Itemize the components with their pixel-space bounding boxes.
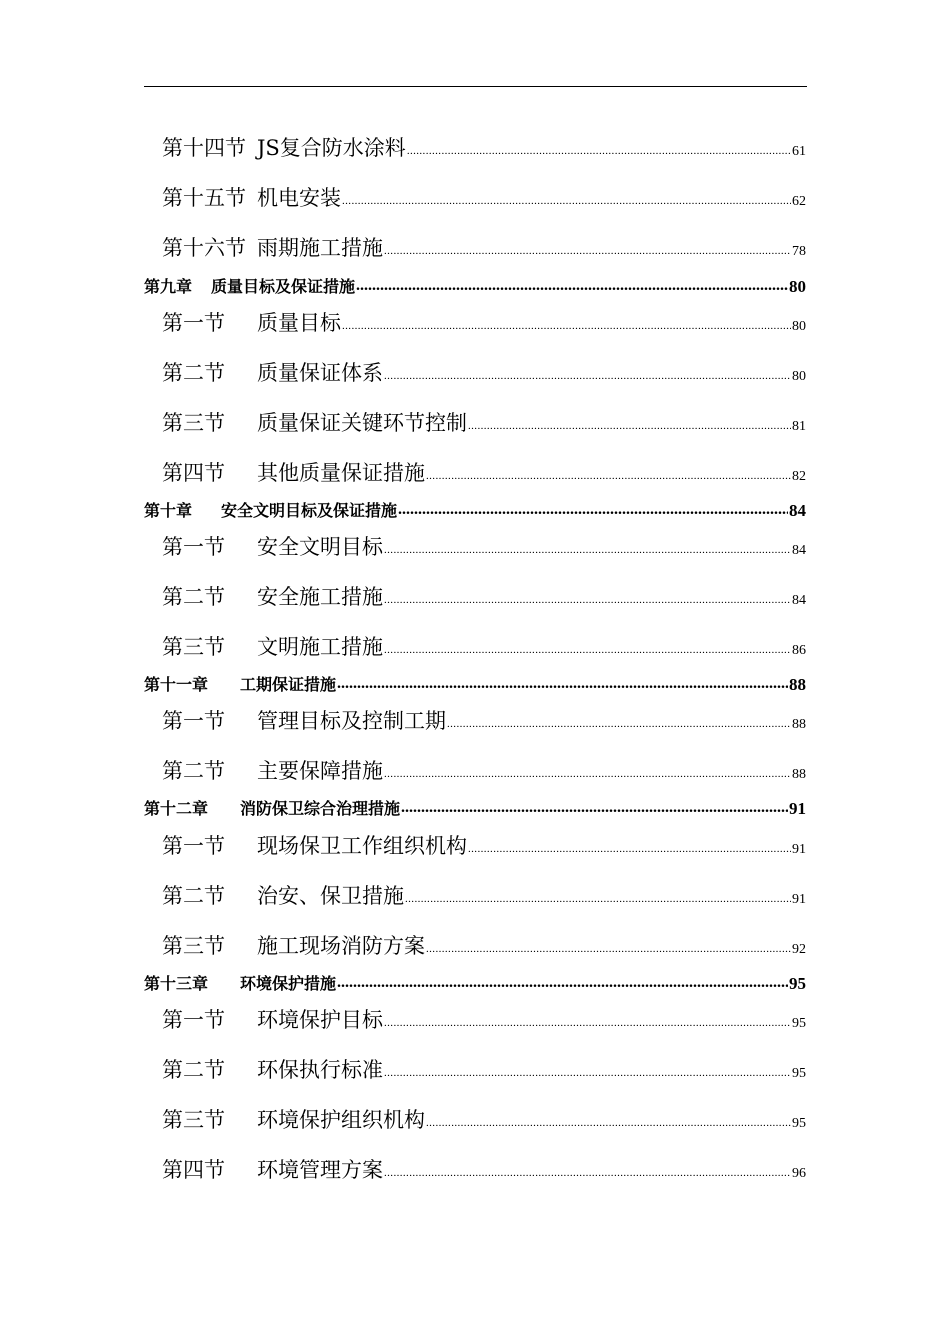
toc-entry-number: 第一节 <box>162 834 225 858</box>
toc-entry-number: 第二节 <box>162 884 225 908</box>
toc-chapter-page: 95 <box>789 974 806 993</box>
toc-entry-page: 84 <box>792 543 806 558</box>
toc-entry[interactable] <box>144 234 806 262</box>
toc-chapter-title: 安全文明目标及保证措施 <box>221 501 398 520</box>
toc-entry[interactable] <box>144 359 806 387</box>
toc-entry-title: JS复合防水涂料 <box>257 136 406 160</box>
toc-entry[interactable] <box>144 1156 806 1184</box>
toc-dot-leader <box>447 719 791 735</box>
toc-chapter-page: 84 <box>789 501 806 520</box>
toc-entry-number: 第二节 <box>162 585 225 609</box>
toc-entry-page: 95 <box>792 1116 806 1131</box>
toc-entry-title: 主要保障措施 <box>257 759 383 783</box>
toc-chapter-page: 88 <box>789 675 806 694</box>
toc-entry-title: 机电安装 <box>257 186 341 210</box>
toc-dot-leader <box>384 645 791 661</box>
toc-dot-leader <box>384 595 791 611</box>
toc-entry-title: 质量保证体系 <box>257 361 383 385</box>
toc-chapter-title: 消防保卫综合治理措施 <box>240 799 401 818</box>
toc-entry-page: 78 <box>792 244 806 259</box>
toc-chapter-entry[interactable] <box>144 499 806 521</box>
toc-chapter-number: 第十一章 <box>144 675 209 694</box>
toc-chapter-title: 工期保证措施 <box>240 675 337 694</box>
toc-entry-page: 80 <box>792 319 806 334</box>
toc-entry-number: 第三节 <box>162 1108 225 1132</box>
toc-entry-title: 文明施工措施 <box>257 635 383 659</box>
toc-dot-leader <box>398 502 788 521</box>
toc-dot-leader <box>426 1118 791 1134</box>
toc-entry-title: 质量目标 <box>257 311 341 335</box>
toc-entry-page: 84 <box>792 593 806 608</box>
toc-entry-page: 86 <box>792 643 806 658</box>
toc-entry-page: 61 <box>792 144 806 159</box>
toc-entry-number: 第三节 <box>162 934 225 958</box>
toc-dot-leader <box>337 975 788 994</box>
toc-entry-page: 91 <box>792 892 806 907</box>
toc-entry[interactable] <box>144 707 806 735</box>
toc-entry-title: 安全施工措施 <box>257 585 383 609</box>
toc-entry[interactable] <box>144 134 806 162</box>
toc-entry-number: 第一节 <box>162 311 225 335</box>
toc-entry[interactable] <box>144 1106 806 1134</box>
toc-entry-page: 88 <box>792 717 806 732</box>
toc-entry-page: 92 <box>792 942 806 957</box>
toc-entry-number: 第二节 <box>162 361 225 385</box>
toc-dot-leader <box>337 676 788 695</box>
toc-entry-number: 第四节 <box>162 1158 225 1182</box>
toc-entry-page: 91 <box>792 842 806 857</box>
toc-dot-leader <box>384 371 791 387</box>
toc-entry-page: 95 <box>792 1016 806 1031</box>
toc-entry-title: 雨期施工措施 <box>257 236 383 260</box>
toc-entry[interactable] <box>144 309 806 337</box>
toc-dot-leader <box>356 278 788 297</box>
toc-entry-number: 第二节 <box>162 759 225 783</box>
toc-entry-title: 施工现场消防方案 <box>257 934 425 958</box>
toc-entry-page: 88 <box>792 767 806 782</box>
toc-entry-number: 第三节 <box>162 411 225 435</box>
toc-entry-number: 第四节 <box>162 461 225 485</box>
toc-entry-page: 82 <box>792 469 806 484</box>
toc-entry[interactable] <box>144 533 806 561</box>
toc-dot-leader <box>384 246 791 262</box>
toc-chapter-page: 91 <box>789 799 806 818</box>
toc-entry-title: 其他质量保证措施 <box>257 461 425 485</box>
toc-entry-title: 管理目标及控制工期 <box>257 709 446 733</box>
toc-entry[interactable] <box>144 583 806 611</box>
toc-chapter-page: 80 <box>789 277 806 296</box>
toc-entry[interactable] <box>144 832 806 860</box>
toc-dot-leader <box>342 196 791 212</box>
toc-entry-title: 质量保证关键环节控制 <box>257 411 467 435</box>
toc-dot-leader <box>426 471 791 487</box>
toc-entry[interactable] <box>144 184 806 212</box>
toc-entry[interactable] <box>144 633 806 661</box>
toc-chapter-entry[interactable] <box>144 972 806 994</box>
toc-dot-leader <box>405 894 791 910</box>
toc-entry-page: 95 <box>792 1066 806 1081</box>
toc-chapter-number: 第十三章 <box>144 974 209 993</box>
toc-entry-title: 环境保护组织机构 <box>257 1108 425 1132</box>
toc-chapter-title: 质量目标及保证措施 <box>211 277 356 296</box>
toc-dot-leader <box>468 844 791 860</box>
toc-entry-title: 安全文明目标 <box>257 535 383 559</box>
toc-dot-leader <box>401 800 788 819</box>
toc-entry-page: 81 <box>792 419 806 434</box>
toc-entry-title: 治安、保卫措施 <box>257 884 404 908</box>
toc-chapter-number: 第十二章 <box>144 799 209 818</box>
toc-chapter-entry[interactable] <box>144 275 806 297</box>
toc-entry[interactable] <box>144 1056 806 1084</box>
toc-dot-leader <box>384 1168 791 1184</box>
toc-entry-number: 第三节 <box>162 635 225 659</box>
toc-dot-leader <box>468 421 791 437</box>
toc-entry-page: 96 <box>792 1166 806 1181</box>
toc-entry[interactable] <box>144 932 806 960</box>
toc-entry-title: 环境管理方案 <box>257 1158 383 1182</box>
toc-chapter-entry[interactable] <box>144 797 806 819</box>
toc-chapter-entry[interactable] <box>144 673 806 695</box>
toc-entry[interactable] <box>144 757 806 785</box>
toc-entry-number: 第十五节 <box>162 186 246 210</box>
toc-dot-leader <box>342 321 791 337</box>
toc-dot-leader <box>384 545 791 561</box>
header-rule <box>144 86 807 87</box>
toc-dot-leader <box>384 1018 791 1034</box>
toc-entry[interactable] <box>144 459 806 487</box>
toc-entry-title: 现场保卫工作组织机构 <box>257 834 467 858</box>
toc-entry[interactable] <box>144 882 806 910</box>
toc-entry-number: 第一节 <box>162 535 225 559</box>
toc-entry-page: 80 <box>792 369 806 384</box>
toc-chapter-title: 环境保护措施 <box>240 974 337 993</box>
toc-dot-leader <box>407 146 791 162</box>
toc-chapter-number: 第九章 <box>144 277 193 296</box>
toc-dot-leader <box>384 769 791 785</box>
toc-entry-number: 第二节 <box>162 1058 225 1082</box>
toc-chapter-number: 第十章 <box>144 501 193 520</box>
toc-entry-number: 第十六节 <box>162 236 246 260</box>
toc-dot-leader <box>384 1068 791 1084</box>
toc-dot-leader <box>426 944 791 960</box>
toc-entry-title: 环境保护目标 <box>257 1008 383 1032</box>
toc-entry-number: 第十四节 <box>162 136 246 160</box>
toc-entry-number: 第一节 <box>162 709 225 733</box>
toc-entry[interactable] <box>144 409 806 437</box>
toc-entry[interactable] <box>144 1006 806 1034</box>
toc-entry-page: 62 <box>792 194 806 209</box>
toc-entry-number: 第一节 <box>162 1008 225 1032</box>
toc-entry-title: 环保执行标准 <box>257 1058 383 1082</box>
